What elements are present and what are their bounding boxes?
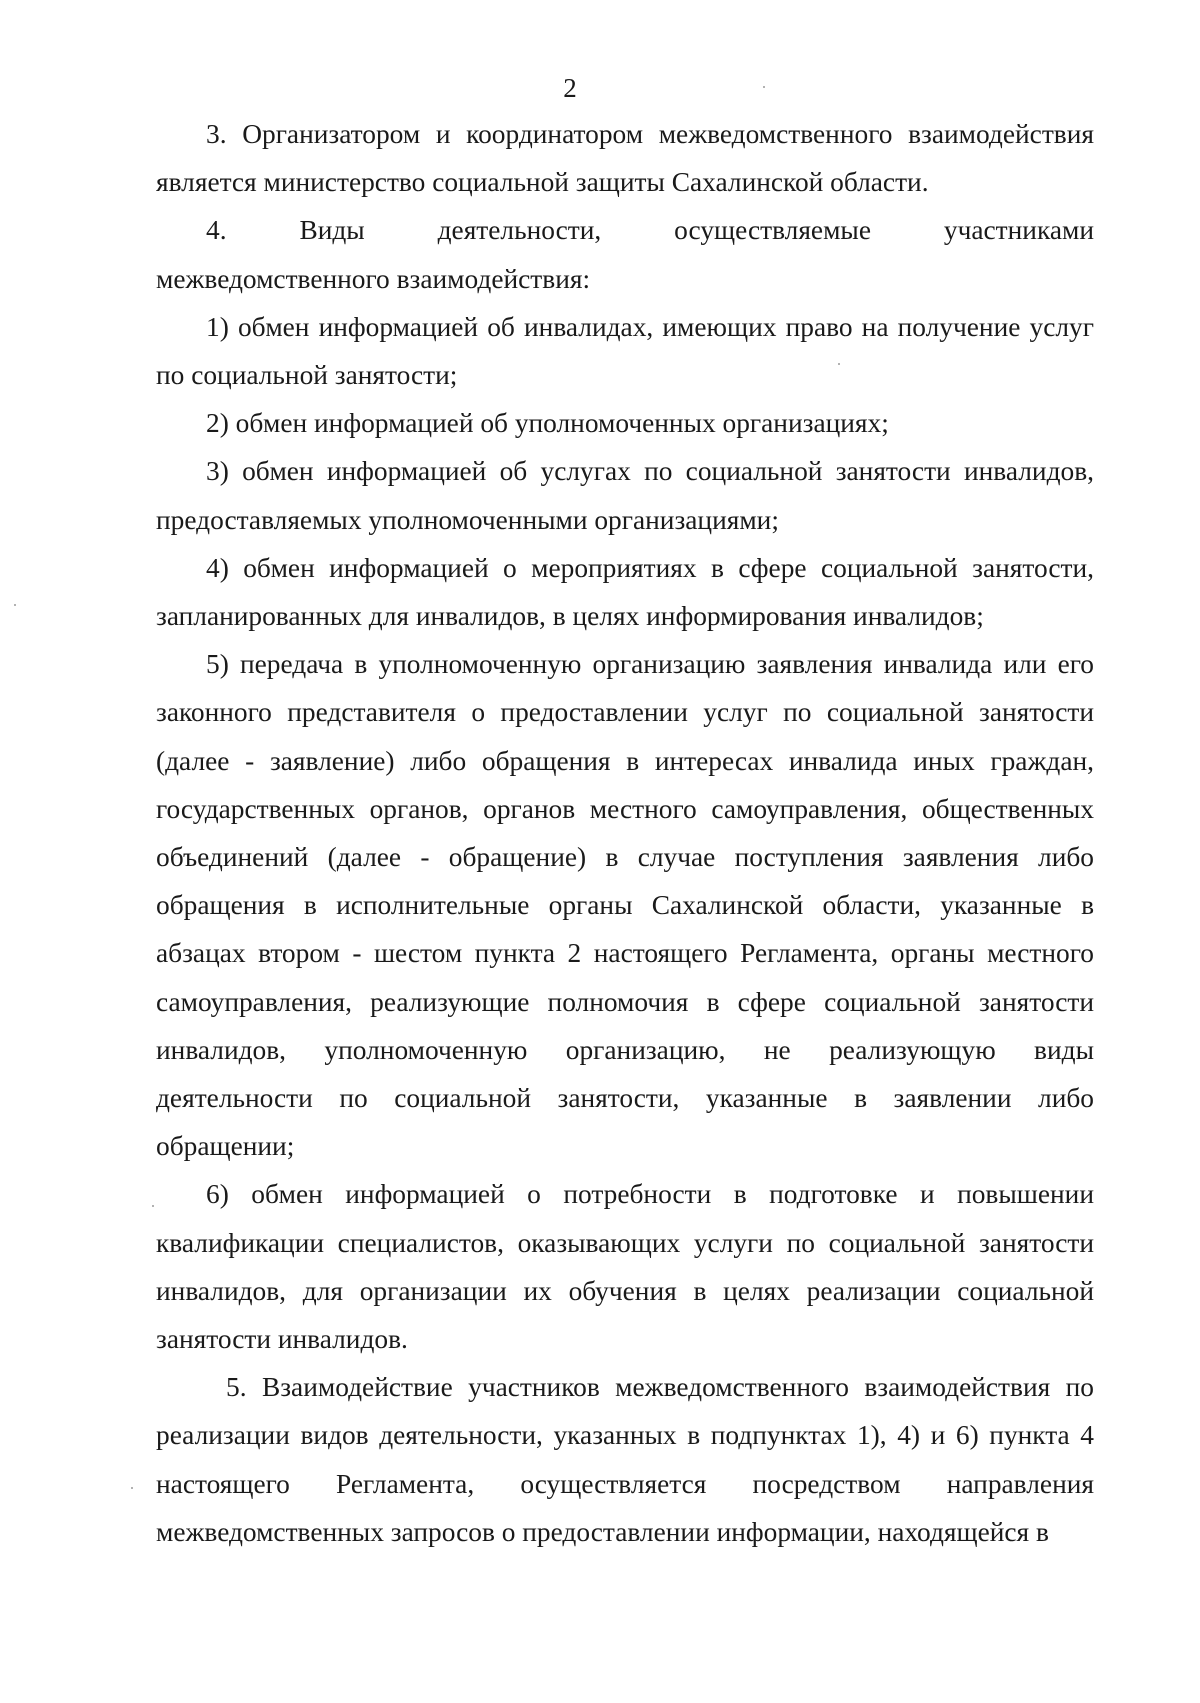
paragraph-subpoint-1: 1) обмен информацией об инвалидах, имеющих право на получение услуг по социальной занятости; bbox=[156, 311, 1094, 391]
scan-speck bbox=[131, 1487, 133, 1489]
paragraph-subpoint-2: 2) обмен информацией об уполномоченных организациях; bbox=[206, 408, 889, 439]
scan-speck bbox=[152, 1205, 154, 1207]
paragraph-point-5: 5. Взаимодействие участников межведомственного взаимодействия по реализации видов деятельности, указанных в подпунктах 1), 4) и 6) пункта 4 настоящего Регламента, осуществляется посредством направления межведомственных запросов о предоставлении информации, находящейся в bbox=[156, 1372, 1094, 1547]
paragraph-subpoint-3: 3) обмен информацией об услугах по социальной занятости инвалидов, предоставляемых уполномоченными организациями; bbox=[156, 456, 1094, 535]
document-body bbox=[156, 110, 1094, 1556]
paragraph-point-4: 4. Виды деятельности, осуществляемые участниками bbox=[206, 215, 1094, 246]
paragraph-subpoint-4: 4) обмен информацией о мероприятиях в сфере социальной занятости, запланированных для инвалидов, в целях информирования инвалидов; bbox=[156, 552, 1094, 632]
paragraph-point-3: 3. Организатором и координатором межведомственного взаимодействия является министерство социальной защиты Сахалинской области. bbox=[156, 119, 1094, 198]
paragraph-point-4-continuation: межведомственного взаимодействия: bbox=[156, 263, 591, 294]
paragraph-subpoint-5: 5) передача в уполномоченную организацию заявления инвалида или его законного представителя о предоставлении услуг по социальной занятости (далее - заявление) либо обращения в интересах инвалида иных граждан, государственных органов, органов местного самоуправления, общественных объединений (далее - обращение) в случае поступления заявления либо обращения в исполнительные органы Сахалинской области, указанные в абзацах втором - шестом пункта 2 настоящего Регламента, органы местного самоуправления, реализующие полномочия в сфере социальной занятости инвалидов, уполномоченную организацию, не реализующую виды деятельности по социальной занятости, указанные в заявлении либо обращении; bbox=[156, 649, 1094, 1162]
scan-speck bbox=[763, 86, 765, 88]
scan-speck bbox=[838, 363, 840, 365]
paragraph-subpoint-6: 6) обмен информацией о потребности в подготовке и повышении квалификации специалистов, оказывающих услуги по социальной занятости инвалидов, для организации их обучения в целях реализации социальной занятости инвалидов. bbox=[156, 1179, 1094, 1355]
scan-speck bbox=[14, 604, 16, 606]
page-number: 2 bbox=[563, 73, 577, 103]
